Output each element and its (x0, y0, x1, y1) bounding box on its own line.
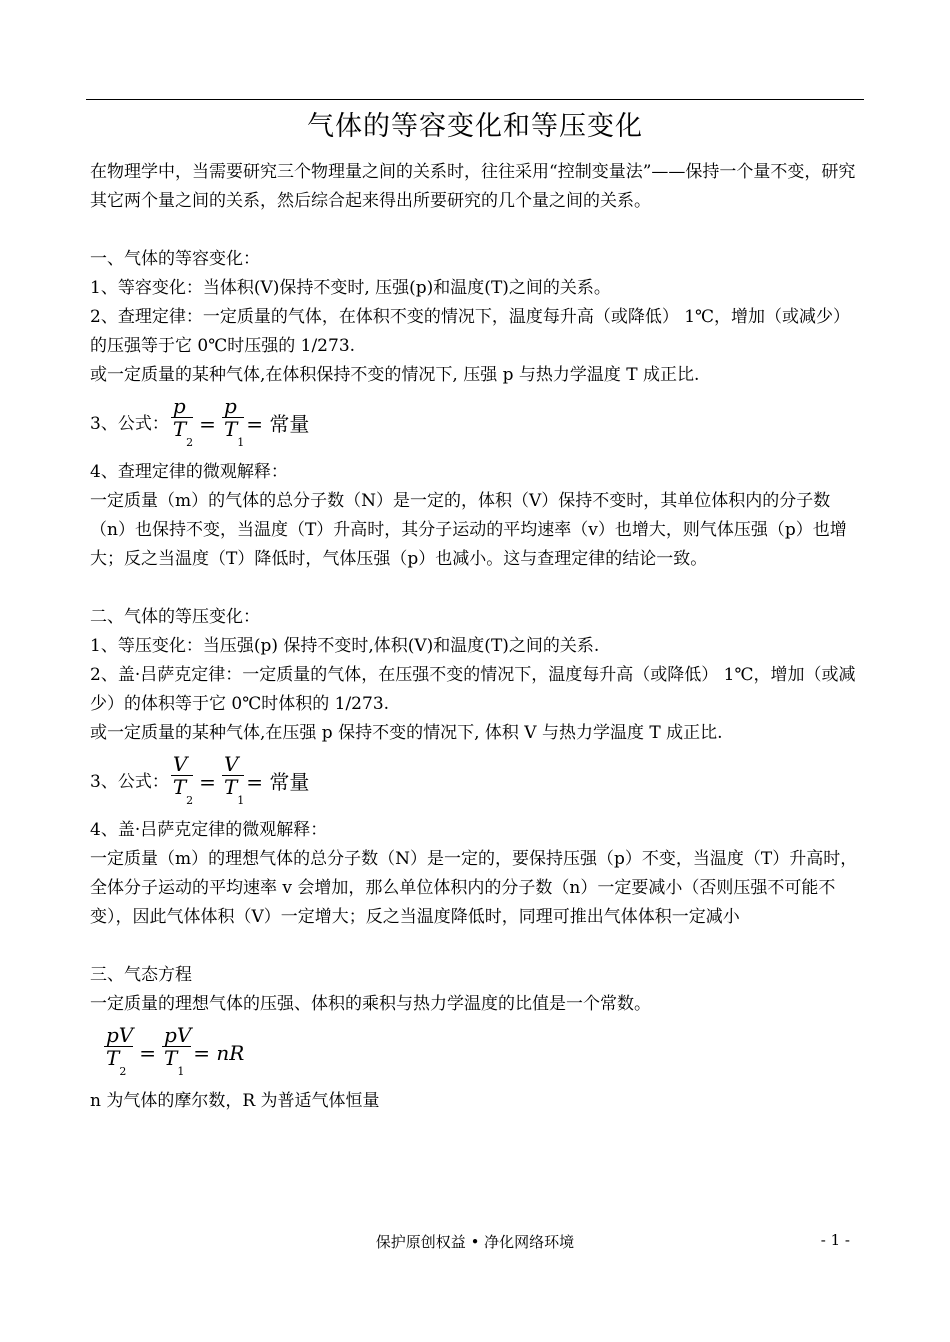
equals-sign: = (139, 1040, 157, 1065)
fraction-numerator: V (171, 753, 193, 776)
formula-rhs: = nR (193, 1040, 245, 1065)
section3-note: n 为气体的摩尔数，R 为普适气体恒量 (90, 1091, 380, 1111)
gas-law-formula (90, 1019, 862, 1087)
fraction-left (171, 395, 193, 454)
formula-rhs: = 常量 (246, 769, 310, 794)
fraction-right (162, 1024, 191, 1083)
gay-lussac-formula (90, 748, 862, 816)
formula-label: 3、公式： (90, 771, 169, 792)
fraction-denominator: T (223, 416, 238, 441)
page-number: - 1 - (820, 1231, 850, 1249)
page-title: 气体的等容变化和等压变化 (307, 111, 643, 142)
section1-heading: 一、气体的等容变化： (90, 249, 260, 269)
section2-micro-heading: 4、盖·吕萨克定律的微观解释： (90, 820, 328, 840)
fraction-denominator: T (172, 416, 187, 441)
section1-item1: 1、等容变化：当体积(V)保持不变时, 压强(p)和温度(T)之间的关系。 (90, 278, 611, 298)
equals-sign: = (199, 411, 216, 436)
fraction-right (222, 395, 244, 454)
fraction-numerator: p (171, 395, 193, 418)
section2-item1: 1、等压变化：当压强(p) 保持不变时,体积(V)和温度(T)之间的关系. (90, 636, 600, 656)
document-body (90, 158, 862, 1116)
section2-heading: 二、气体的等压变化： (90, 607, 260, 627)
section2-item2: 2、盖·吕萨克定律：一定质量的气体，在压强不变的情况下，温度每升高（或降低） 1℃，增加（或减少）的体积等于它 0℃时体积的 1/273. (90, 665, 856, 714)
section3-text: 一定质量的理想气体的压强、体积的乘积与热力学温度的比值是一个常数。 (90, 994, 651, 1014)
fraction-denominator: T (172, 774, 187, 799)
subscript: 1 (237, 793, 245, 807)
subscript: 2 (186, 435, 194, 449)
equals-sign: = (199, 769, 216, 794)
section1-micro-heading: 4、查理定律的微观解释： (90, 462, 288, 482)
section2-item2b: 或一定质量的某种气体,在压强 p 保持不变的情况下, 体积 V 与热力学温度 T 成正比. (90, 723, 723, 743)
section1-item2b: 或一定质量的某种气体,在体积保持不变的情况下, 压强 p 与热力学温度 T 成正比. (90, 365, 700, 385)
charles-formula (90, 390, 862, 458)
fraction-numerator: V (222, 753, 244, 776)
fraction-left (171, 753, 193, 812)
intro-paragraph: 在物理学中，当需要研究三个物理量之间的关系时，往往采用“控制变量法”——保持一个量不变，研究其它两个量之间的关系，然后综合起来得出所要研究的几个量之间的关系。 (90, 162, 856, 211)
footer-slogan: 保护原创权益 • 净化网络环境 (375, 1233, 575, 1251)
fraction-left (104, 1024, 133, 1083)
subscript: 2 (119, 1064, 127, 1078)
fraction-denominator: T (106, 1045, 120, 1070)
formula-rhs: = 常量 (246, 411, 310, 436)
section1-micro-text: 一定质量（m）的气体的总分子数（N）是一定的，体积（V）保持不变时，其单位体积内的分子数（n）也保持不变，当温度（T）升高时，其分子运动的平均速率（v）也增大，则气体压强（p）也增大；反之当温度（T）降低时，气体压强（p）也减小。这与查理定律的结论一致。 (90, 491, 847, 569)
fraction-right (222, 753, 244, 812)
subscript: 2 (186, 793, 194, 807)
fraction-numerator: p (222, 395, 244, 418)
header-rule (86, 99, 864, 100)
section2-micro-text: 一定质量（m）的理想气体的总分子数（N）是一定的，要保持压强（p）不变，当温度（T）升高时，全体分子运动的平均速率 v 会增加，那么单位体积内的分子数（n）一定要减小（否则压强不可能不变），因此气体体积（V）一定增大；反之当温度降低时，同理可推出气体体积一定减小 (90, 849, 858, 927)
section3-heading: 三、气态方程 (90, 965, 192, 985)
fraction-denominator: T (223, 774, 238, 799)
subscript: 1 (177, 1064, 185, 1078)
section1-item2: 2、查理定律：一定质量的气体，在体积不变的情况下，温度每升高（或降低） 1℃，增加（或减少）的压强等于它 0℃时压强的 1/273. (90, 307, 851, 356)
fraction-numerator: pV (106, 1022, 134, 1047)
fraction-numerator: pV (164, 1022, 192, 1047)
formula-label: 3、公式： (90, 413, 169, 434)
fraction-denominator: T (164, 1045, 178, 1070)
subscript: 1 (237, 435, 245, 449)
